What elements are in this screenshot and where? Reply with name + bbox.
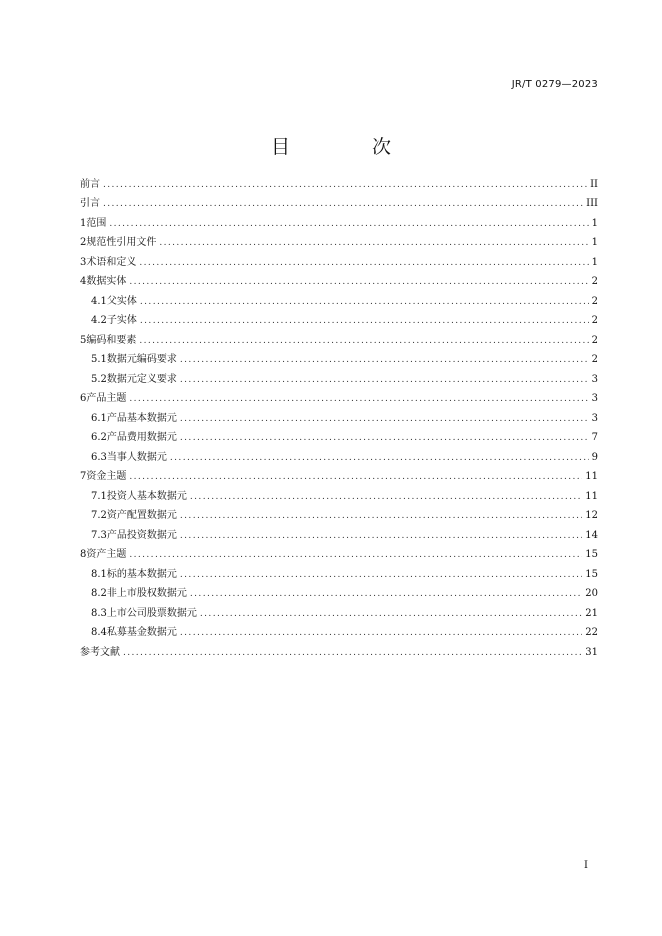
- toc-entry-label: 术语和定义: [86, 256, 137, 268]
- toc-dot-leader: [200, 606, 582, 623]
- toc-entry-page: 2: [591, 315, 598, 327]
- toc-entry-label: 规范性引用文件: [86, 237, 157, 249]
- toc-entry[interactable]: [80, 255, 598, 272]
- toc-entry-number: 8: [80, 549, 87, 561]
- toc-entry-page: 20: [585, 588, 598, 600]
- toc-entry-number: 5.1: [91, 354, 107, 366]
- toc-dot-leader: [103, 177, 587, 194]
- toc-entry[interactable]: [80, 274, 598, 291]
- toc-entry-number: 4.1: [91, 295, 107, 307]
- toc-dot-leader: [129, 391, 588, 408]
- toc-entry-label: 子实体: [106, 315, 137, 327]
- toc-dot-leader: [139, 333, 588, 350]
- toc-entry-page: 2: [591, 295, 598, 307]
- toc-entry[interactable]: [80, 391, 598, 408]
- toc-entry-page: 11: [585, 490, 598, 502]
- toc-entry-page: 2: [591, 354, 598, 366]
- toc-entry[interactable]: [80, 333, 598, 350]
- toc-dot-leader: [180, 430, 589, 447]
- toc-entry-page: 9: [591, 451, 598, 463]
- toc-entry-number: 4: [80, 276, 87, 288]
- toc-dot-leader: [109, 216, 588, 233]
- toc-entry-label: 产品费用数据元: [106, 432, 177, 444]
- toc-entry[interactable]: [80, 567, 598, 584]
- toc-entry[interactable]: [80, 411, 598, 428]
- toc-entry-number: 7: [80, 471, 87, 483]
- toc-dot-leader: [140, 294, 589, 311]
- toc-entry[interactable]: [80, 528, 598, 545]
- toc-entry[interactable]: [80, 547, 598, 564]
- toc-entry[interactable]: [80, 352, 598, 369]
- toc-dot-leader: [139, 255, 588, 272]
- toc-entry[interactable]: [80, 625, 598, 642]
- toc-entry[interactable]: [80, 508, 598, 525]
- toc-entry-page: 22: [585, 627, 598, 639]
- toc-dot-leader: [180, 352, 589, 369]
- document-code-header: JR/T 0279—2023: [511, 79, 598, 90]
- toc-entry-page: 7: [591, 432, 598, 444]
- toc-entry-label: 当事人数据元: [106, 451, 167, 463]
- toc-entry-number: 8.4: [91, 627, 107, 639]
- toc-entry-label: 数据实体: [86, 276, 127, 288]
- toc-dot-leader: [103, 196, 583, 213]
- toc-dot-leader: [170, 450, 589, 467]
- toc-entry-page: 15: [585, 549, 598, 561]
- toc-entry-number: 6: [80, 393, 87, 405]
- toc-entry[interactable]: [80, 606, 598, 623]
- table-of-contents: [80, 177, 598, 661]
- toc-entry-label: 父实体: [106, 295, 137, 307]
- toc-entry-page: 21: [585, 607, 598, 619]
- toc-entry-number: 7.1: [91, 490, 107, 502]
- toc-entry-label: 编码和要素: [86, 334, 137, 346]
- toc-dot-leader: [180, 567, 582, 584]
- toc-entry-label: 资产配置数据元: [106, 510, 177, 522]
- toc-entry-number: 8.2: [91, 588, 107, 600]
- toc-entry-number: 5: [80, 334, 87, 346]
- toc-entry[interactable]: [80, 372, 598, 389]
- toc-entry-page: 3: [591, 373, 598, 385]
- toc-dot-leader: [123, 645, 582, 662]
- toc-dot-leader: [180, 528, 582, 545]
- toc-dot-leader: [180, 625, 582, 642]
- toc-entry-number: 8.1: [91, 568, 107, 580]
- toc-entry-page: 11: [585, 471, 598, 483]
- toc-entry-label: 产品基本数据元: [106, 412, 177, 424]
- toc-entry-label: 数据元编码要求: [106, 354, 177, 366]
- toc-entry-number: 7.2: [91, 510, 107, 522]
- toc-entry-page: 1: [591, 256, 598, 268]
- toc-dot-leader: [180, 411, 589, 428]
- toc-entry-page: III: [586, 198, 598, 210]
- toc-entry-page: 14: [585, 529, 598, 541]
- toc-entry[interactable]: [80, 489, 598, 506]
- toc-entry-label: 私募基金数据元: [106, 627, 177, 639]
- toc-dot-leader: [190, 586, 582, 603]
- toc-entry-label: 资金主题: [86, 471, 127, 483]
- toc-entry[interactable]: [80, 645, 598, 662]
- toc-dot-leader: [129, 274, 588, 291]
- toc-entry[interactable]: [80, 586, 598, 603]
- toc-entry-label: 产品主题: [86, 393, 127, 405]
- toc-entry-number: 3: [80, 256, 87, 268]
- page-number: I: [584, 860, 588, 871]
- toc-entry[interactable]: [80, 450, 598, 467]
- toc-dot-leader: [159, 235, 588, 252]
- toc-dot-leader: [129, 547, 582, 564]
- toc-entry-page: 2: [591, 334, 598, 346]
- toc-entry-label: 资产主题: [86, 549, 127, 561]
- toc-entry-page: II: [590, 179, 598, 190]
- toc-entry[interactable]: [80, 294, 598, 311]
- toc-entry-number: 1: [80, 217, 87, 229]
- toc-entry[interactable]: [80, 430, 598, 447]
- toc-entry-label: 投资人基本数据元: [106, 490, 187, 502]
- toc-dot-leader: [190, 489, 582, 506]
- toc-entry-page: 1: [591, 217, 598, 229]
- toc-entry-label: 范围: [86, 217, 107, 229]
- toc-entry-label: 参考文献: [80, 646, 120, 658]
- toc-entry-number: 6.1: [91, 412, 107, 424]
- toc-entry-label: 非上市股权数据元: [106, 588, 187, 600]
- toc-entry-label: 前言: [80, 179, 100, 190]
- toc-entry-page: 15: [585, 568, 598, 580]
- toc-dot-leader: [180, 372, 589, 389]
- toc-dot-leader: [180, 508, 582, 525]
- toc-entry-label: 数据元定义要求: [106, 373, 177, 385]
- toc-dot-leader: [140, 313, 589, 330]
- toc-entry-label: 标的基本数据元: [106, 568, 177, 580]
- toc-entry-number: 7.3: [91, 529, 107, 541]
- toc-entry-page: 2: [591, 276, 598, 288]
- toc-entry[interactable]: [80, 469, 598, 486]
- page-title: 目 次: [270, 136, 430, 158]
- toc-entry-number: 4.2: [91, 315, 107, 327]
- toc-entry-number: 6.3: [91, 451, 107, 463]
- toc-entry-page: 12: [585, 510, 598, 522]
- toc-entry-number: 8.3: [91, 607, 107, 619]
- toc-entry-label: 上市公司股票数据元: [106, 607, 197, 619]
- toc-entry-page: 3: [591, 393, 598, 405]
- toc-entry[interactable]: [80, 196, 598, 213]
- toc-entry[interactable]: [80, 235, 598, 252]
- toc-entry-page: 31: [585, 646, 598, 658]
- toc-entry-number: 6.2: [91, 432, 107, 444]
- toc-entry-label: 引言: [80, 198, 100, 210]
- toc-entry[interactable]: [80, 313, 598, 330]
- toc-entry-page: 1: [591, 237, 598, 249]
- toc-entry-number: 2: [80, 237, 87, 249]
- toc-dot-leader: [129, 469, 582, 486]
- toc-entry[interactable]: [80, 216, 598, 233]
- toc-entry[interactable]: [80, 177, 598, 194]
- toc-entry-label: 产品投资数据元: [106, 529, 177, 541]
- toc-entry-number: 5.2: [91, 373, 107, 385]
- toc-entry-page: 3: [591, 412, 598, 424]
